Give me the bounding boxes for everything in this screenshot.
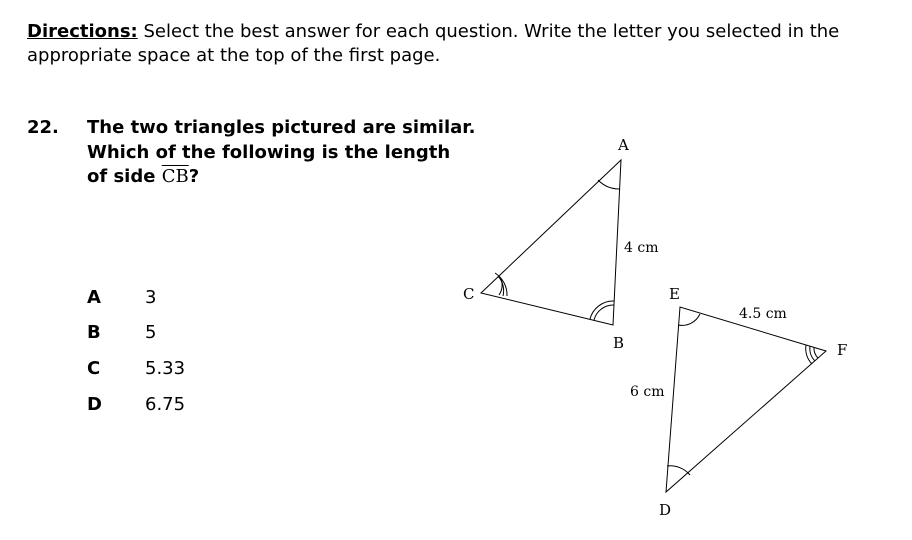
angle-a-arc — [598, 180, 620, 189]
angle-c-arc-2 — [498, 276, 504, 296]
choice-b-letter: B — [87, 322, 101, 343]
directions-label: Directions: — [27, 21, 138, 42]
question-line-3-prefix: of side — [87, 166, 156, 187]
question-mark: ? — [188, 166, 200, 187]
angle-e-arc — [678, 314, 700, 325]
side-ab-length: 4 cm — [624, 240, 659, 256]
vertex-d-label: D — [659, 501, 672, 519]
choice-c-letter: C — [87, 358, 101, 379]
vertex-b-label: B — [613, 334, 625, 352]
vertex-f-label: F — [837, 341, 848, 359]
triangle-def-outline — [666, 307, 826, 492]
side-cb-label: $\overline{CB}$ — [161, 166, 189, 187]
triangle-abc — [481, 160, 621, 325]
choice-b-value: 5 — [145, 322, 157, 343]
side-de-length: 6 cm — [630, 384, 665, 400]
question-number: 22. — [27, 117, 59, 138]
triangle-def — [666, 307, 826, 492]
angle-c-arc-3 — [499, 279, 502, 295]
directions-text: Select the best answer for each question. Write the letter you selected in the appropriate space at the top of the first page. — [27, 21, 840, 66]
question-line-1: The two triangles pictured are similar. — [87, 117, 476, 138]
question-line-2: Which of the following is the length — [87, 141, 451, 163]
side-ef-length: 4.5 cm — [739, 306, 787, 322]
vertex-c-label: C — [463, 285, 475, 303]
choice-a-letter: A — [87, 287, 101, 308]
choice-d-value: 6.75 — [145, 394, 186, 415]
choice-d-letter: D — [87, 394, 102, 415]
vertex-e-label: E — [669, 285, 680, 303]
choice-c-value: 5.33 — [145, 358, 186, 379]
vertex-a-label: A — [618, 136, 629, 154]
angle-b-arc-1 — [590, 301, 614, 319]
triangle-abc-outline — [481, 160, 621, 325]
choice-a-value: 3 — [145, 287, 157, 308]
angle-c-arc-1 — [495, 273, 507, 296]
